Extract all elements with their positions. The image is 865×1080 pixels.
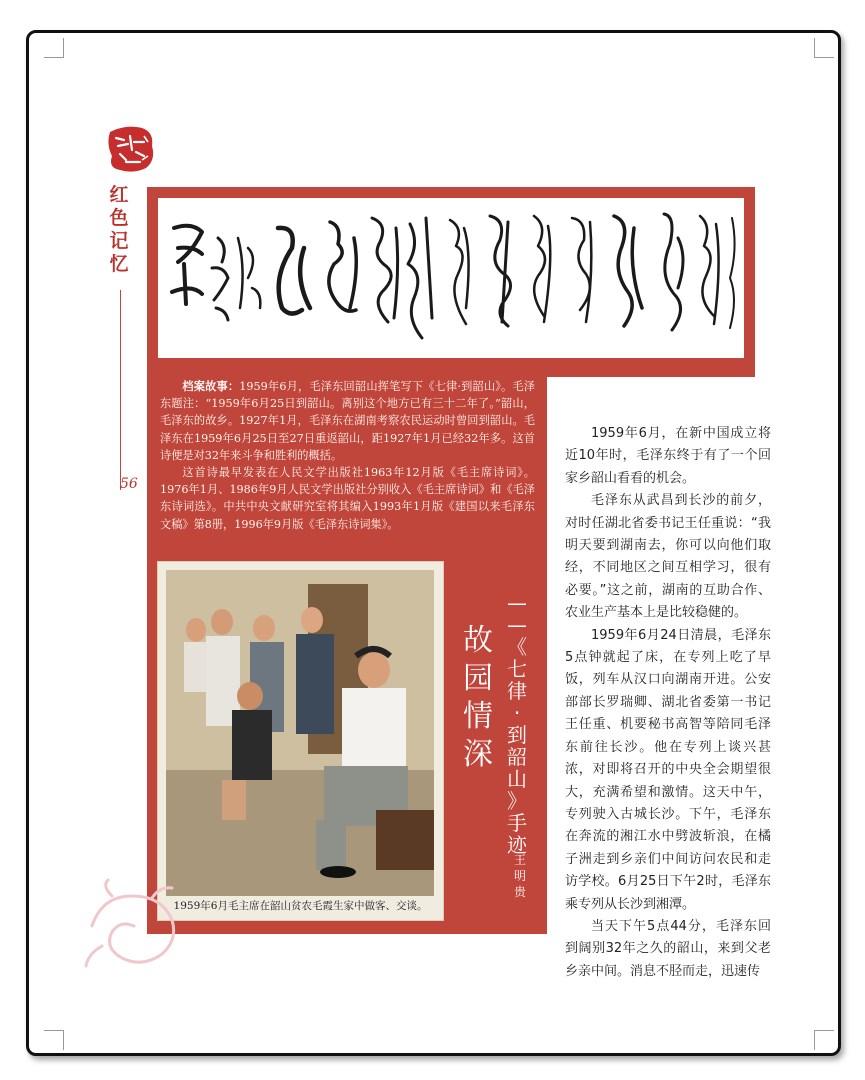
crop-mark: [814, 38, 834, 58]
story-text: 1959年6月，毛泽东回韶山挥笔写下《七律·到韶山》。毛泽东题注：“1959年6月25日到韶山。离别这个地方已有三十二年了。”韶山，毛泽东的故乡。1927年1月，毛泽东在湖南考察农民运动时曾回到韶山。毛泽东在1959年6月25日至27日重返韶山，距1927年1月已经32年多。这首诗便是对32年来斗争和胜利的概括。: [160, 380, 535, 462]
subtitle-char: 》: [507, 789, 527, 813]
photo-caption: 1959年6月毛主席在韶山贫农毛霞生家中做客、交谈。: [173, 900, 428, 912]
subtitle-char: 《: [507, 635, 527, 659]
body-paragraph: 1959年6月24日清晨，毛泽东5点钟就起了床，在专列上吃了早饭，列车从汉口向湖南开进。公安部部长罗瑞卿、湖北省委第一书记王任重、机要秘书高智等陪同毛泽东前往长沙。他在专列上谈兴甚浓，对即将召开的中央全会期望很大，充满希望和激情。这天中午，专列驶入古城长沙。下午，毛泽东在奔流的湘江水中劈波斩浪，在橘子洲走到乡亲们中间访问农民和走访学校。6月25日下午2时，毛泽东乘专列从长沙到湘潭。: [565, 627, 771, 912]
sidebar-rule: [120, 290, 121, 490]
subtitle-char: 韶: [507, 745, 527, 769]
subtitle-char: 到: [507, 723, 527, 747]
body-paragraph: 当天下午5点44分，毛泽东回到阔别32年之久的韶山，来到父老乡亲中间。消息不胫而走，迅速传: [565, 918, 771, 979]
subtitle-char: 手: [507, 811, 527, 835]
title-char: 深: [463, 737, 493, 772]
subtitle-char: ·: [513, 701, 521, 725]
article-title: [458, 622, 498, 774]
article-subtitle: [505, 592, 529, 856]
subtitle-char: —: [507, 613, 527, 637]
author-char: 贵: [513, 885, 526, 899]
body-paragraph: 1959年6月，在新中国成立将近10年时，毛泽东终于有了一个回家乡韶山看看的机会。: [565, 426, 771, 486]
crop-mark: [44, 1030, 64, 1050]
subtitle-char: —: [507, 591, 527, 615]
subtitle-char: 七: [507, 657, 527, 681]
column-title-char: 记: [109, 230, 129, 252]
column-title-char: 红: [109, 184, 129, 206]
title-char: 故: [463, 623, 493, 658]
title-char: 情: [463, 699, 493, 734]
crop-mark: [44, 38, 64, 58]
subtitle-char: 山: [507, 767, 527, 791]
decorative-ornament: [82, 876, 184, 972]
column-title-char: 忆: [109, 253, 129, 275]
crop-mark: [814, 1030, 834, 1050]
column-title-vertical: [108, 184, 130, 276]
body-paragraph: 毛泽东从武昌到长沙的前夕，对时任湖北省委书记王任重说：“我明天要到湖南去，你可以向他们取经，不同地区之间互相学习，很有必要。”这之前，湖南的互助合作、农业生产基本上是比较稳健的。: [565, 493, 771, 621]
story-label: 档案故事：: [182, 379, 240, 393]
column-title-char: 色: [109, 207, 129, 229]
story-paragraph: 这首诗最早发表在人民文学出版社1963年12月版《毛主席诗词》。1976年1月、1986年9月人民文学出版社分别收入《毛主席诗词》和《毛泽东诗词选》。中共中央文献研究室将其编入1993年1月版《建国以来毛泽东文稿》第8册，1996年9月版《毛泽东诗词集》。: [160, 466, 535, 531]
subtitle-char: 律: [507, 679, 527, 703]
title-char: 园: [463, 661, 493, 696]
page-number: 56: [120, 476, 138, 492]
story-paragraph: [160, 378, 535, 464]
author-name: [512, 852, 528, 900]
photo-image: [166, 570, 434, 896]
author-char: 王: [513, 853, 526, 867]
article-body: [565, 423, 771, 983]
archive-story: [160, 378, 535, 533]
subtitle-char: 迹: [507, 833, 527, 857]
column-seal-logo: [104, 124, 158, 174]
author-char: 明: [513, 869, 526, 883]
historical-photo: [158, 562, 443, 920]
calligraphy-manuscript-image: [158, 198, 744, 358]
